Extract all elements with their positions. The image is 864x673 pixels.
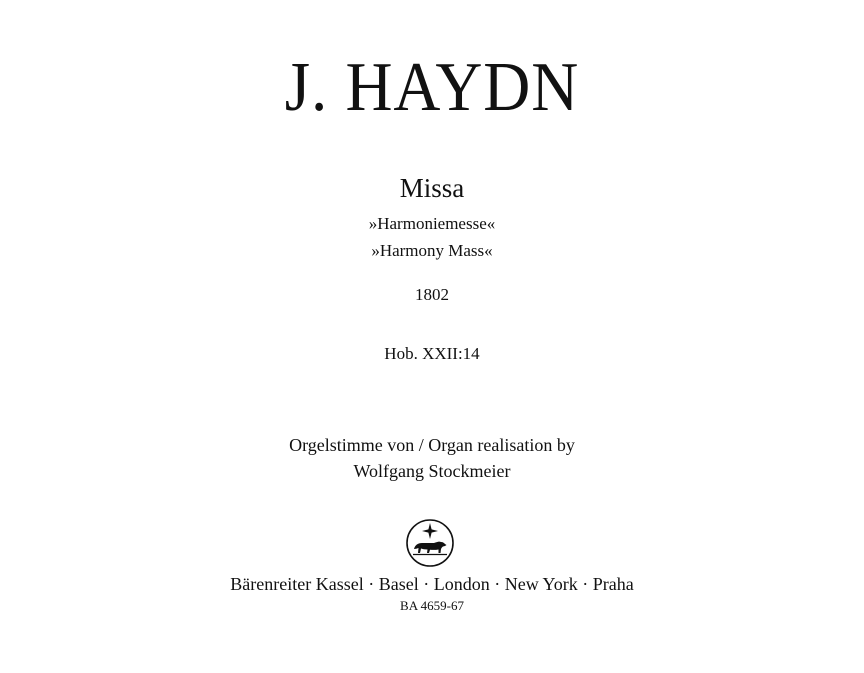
composition-year: 1802 — [415, 285, 449, 304]
work-title: Missa — [399, 173, 465, 203]
subtitle-english: »Harmony Mass« — [371, 241, 493, 260]
arranger-name: Wolfgang Stockmeier — [353, 461, 511, 481]
publisher-line: Bärenreiter Kassel · Basel · London · New York · Praha — [230, 574, 634, 594]
subtitle-german: »Harmoniemesse« — [368, 214, 496, 233]
order-number: BA 4659-67 — [400, 598, 464, 613]
credit-line: Orgelstimme von / Organ realisation by — [289, 435, 575, 455]
catalog-number: Hob. XXII:14 — [384, 344, 480, 363]
composer-name: J. HAYDN — [284, 49, 580, 126]
baerenreiter-bear-star-logo-icon — [405, 518, 455, 568]
